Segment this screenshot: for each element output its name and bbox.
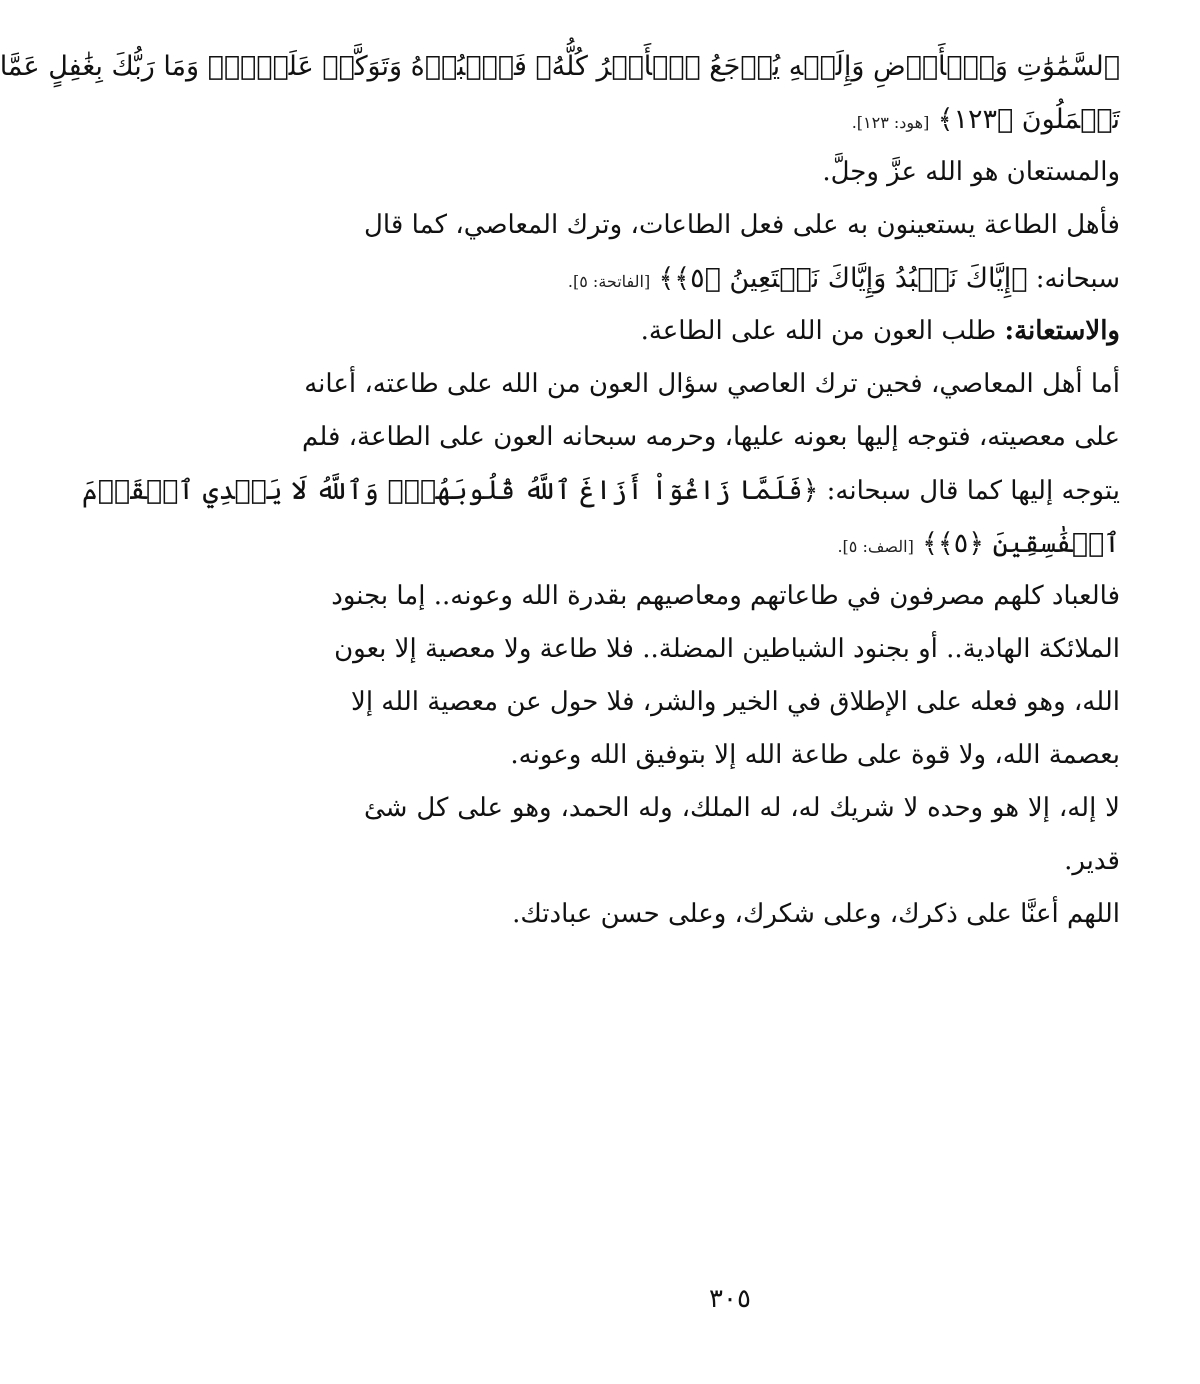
paragraph-2-line-2 bbox=[364, 252, 1120, 305]
verse-reference: [الصف: ٥]. bbox=[837, 537, 914, 556]
verse-reference: [الفاتحة: ٥]. bbox=[567, 272, 651, 291]
paragraph-text: اللهم أعنَّا على ذكرك، وعلى شكرك، وعلى حسن عبادتك. bbox=[512, 899, 1120, 929]
paragraph-3-line-4 bbox=[364, 517, 1120, 570]
paragraph-text: يتوجه إليها كما قال سبحانه: bbox=[818, 476, 1120, 506]
page-number: ٣٠٥ bbox=[709, 1284, 751, 1314]
paragraph-text: الله، وهو فعله على الإطلاق في الخير والشر، فلا حول عن معصية الله إلا bbox=[350, 687, 1120, 717]
paragraph-text: بعصمة الله، ولا قوة على طاعة الله إلا بتوفيق الله وعونه. bbox=[510, 740, 1120, 770]
verse-hud-line-1 bbox=[0, 40, 1120, 93]
verse-hud-line-2 bbox=[364, 93, 1120, 146]
paragraph-text: سبحانه: bbox=[1027, 264, 1120, 294]
verse-text: ٱلۡفَٰسِقِينَ ﴿٥﴾﴾ bbox=[922, 528, 1120, 559]
paragraph-text: والمستعان هو الله عزَّ وجلَّ. bbox=[822, 157, 1120, 187]
paragraph-text: على معصيته، فتوجه إليها بعونه عليها، وحرمه سبحانه العون على الطاعة، فلم bbox=[302, 422, 1120, 452]
paragraph-text: أما أهل المعاصي، فحين ترك العاصي سؤال العون من الله على طاعته، أعانه bbox=[304, 369, 1120, 399]
paragraph-3-line-1 bbox=[304, 358, 1120, 411]
paragraph-5-line-1 bbox=[364, 782, 1120, 835]
verse-text: ٱلسَّمَٰوَٰتِ وَٱلۡأَرۡضِ وَإِلَيۡهِ يُرۡجَعُ ٱلۡأَمۡرُ كُلُّهُۥ فَٱعۡبُدۡهُ وَتَوَكَّلۡ عَلَيۡهِۚ وَمَا رَبُّكَ بِغَٰفِلٍ عَمَّا bbox=[0, 51, 1120, 82]
paragraph-text: فالعباد كلهم مصرفون في طاعاتهم ومعاصيهم بقدرة الله وعونه.. إما بجنود bbox=[331, 581, 1120, 611]
paragraph-3-line-3 bbox=[81, 464, 1120, 517]
paragraph-2-line-1 bbox=[364, 199, 1120, 252]
paragraph-4-line-4 bbox=[364, 729, 1120, 782]
definition-text: طلب العون من الله على الطاعة. bbox=[640, 316, 1005, 346]
paragraph-4-line-2 bbox=[334, 623, 1120, 676]
paragraph-3-line-2 bbox=[302, 411, 1120, 464]
paragraph-text: فأهل الطاعة يستعينون به على فعل الطاعات، وترك المعاصي، كما قال bbox=[364, 210, 1120, 240]
definition-term: والاستعانة: bbox=[1004, 316, 1120, 346]
paragraph-5-line-2 bbox=[364, 835, 1120, 888]
verse-reference: [هود: ١٢٣]. bbox=[851, 113, 930, 132]
verse-text: ﴿إِيَّاكَ نَعۡبُدُ وَإِيَّاكَ نَسۡتَعِينُ ﴿٥﴾﴾ bbox=[658, 263, 1028, 294]
paragraph-text: قدير. bbox=[1064, 846, 1120, 876]
paragraph-text: لا إله، إلا هو وحده لا شريك له، له الملك، وله الحمد، وهو على كل شئ bbox=[364, 793, 1120, 823]
paragraph-text: الملائكة الهادية.. أو بجنود الشياطين المضلة.. فلا طاعة ولا معصية إلا بعون bbox=[334, 634, 1120, 664]
paragraph-1 bbox=[364, 146, 1120, 199]
paragraph-4-line-3 bbox=[350, 676, 1120, 729]
verse-text: ﴿فَلَمَّا زَاغُوٓاْ أَزَاغَ ٱللَّهُ قُلُوبَهُمۡۚ وَٱللَّهُ لَا يَهۡدِي ٱلۡقَوۡمَ bbox=[81, 475, 819, 506]
definition-line bbox=[364, 305, 1120, 358]
paragraph-6 bbox=[364, 888, 1120, 941]
verse-text: تَعۡمَلُونَ ﴿١٢٣﴾ bbox=[937, 104, 1120, 135]
paragraph-4-line-1 bbox=[331, 570, 1120, 623]
page-body bbox=[0, 40, 1120, 941]
